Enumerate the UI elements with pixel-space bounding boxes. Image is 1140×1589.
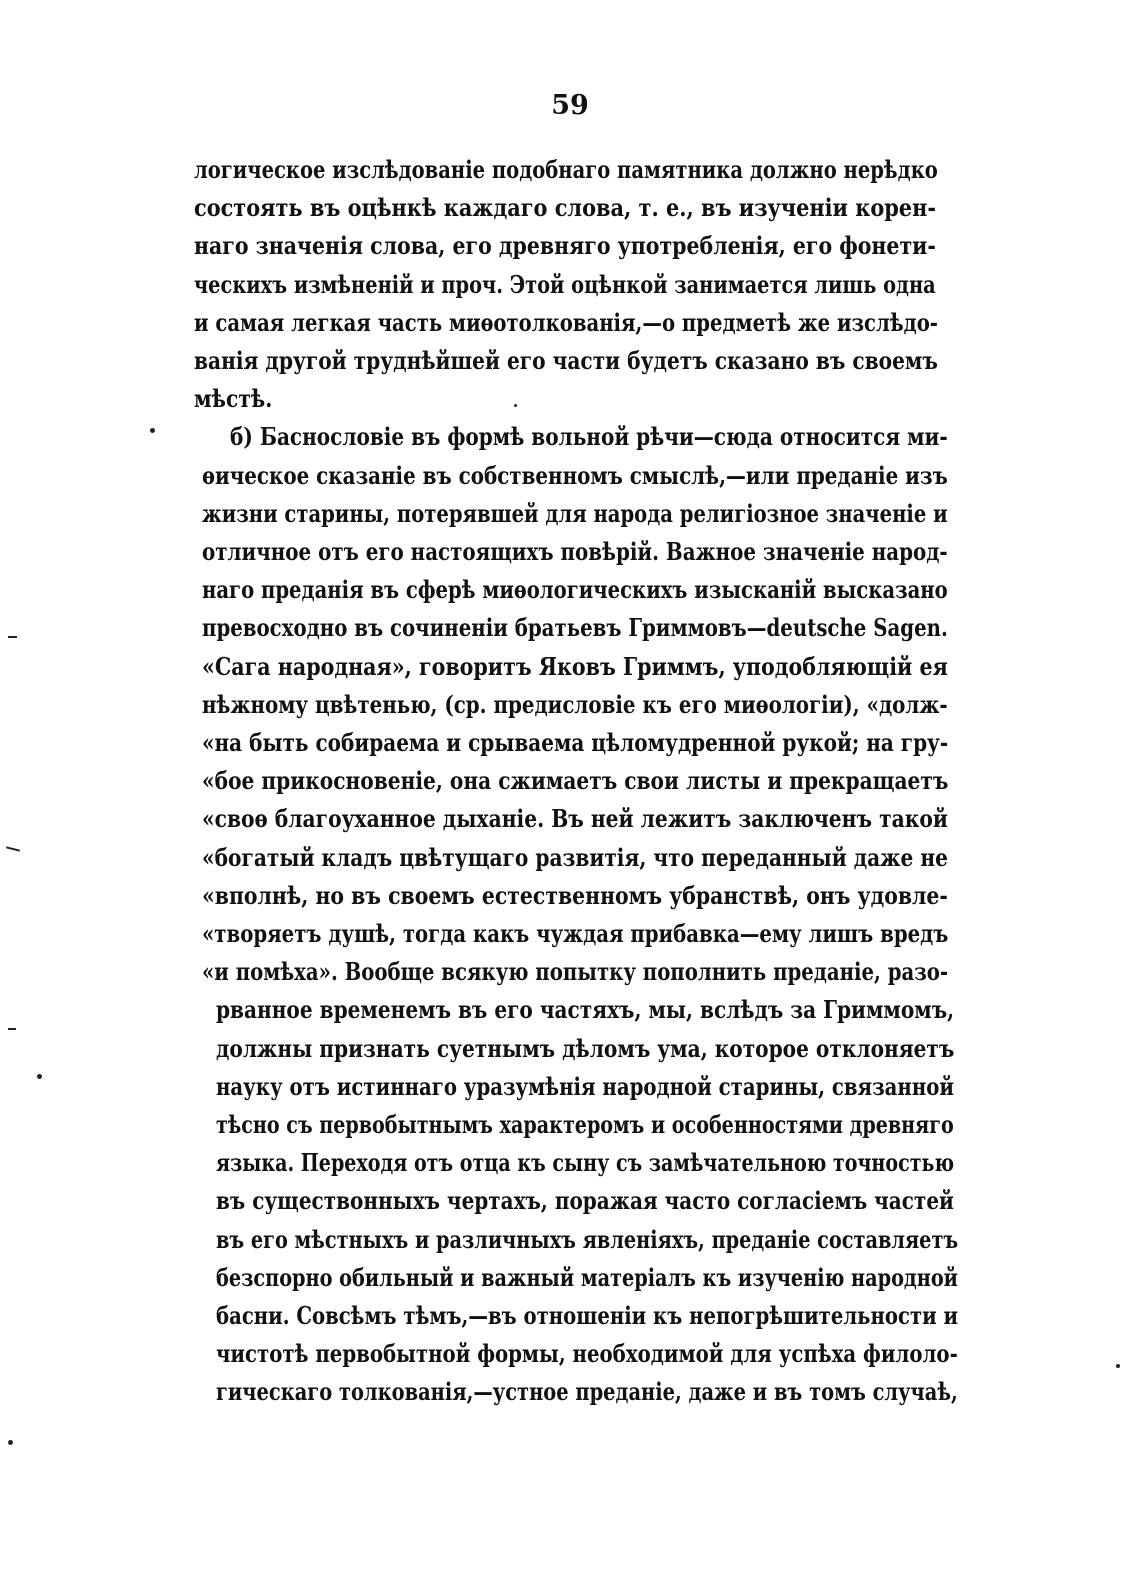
text-line: языка. Переходя отъ отца къ сыну съ замѣчательною точностью	[216, 1148, 955, 1178]
text-line: и самая легкая часть миѳотолкованія,—о предметѣ же изслѣдо-	[194, 307, 938, 337]
text-line: рванное временемъ въ его частяхъ, мы, вслѣдъ за Гриммомъ,	[216, 995, 955, 1025]
text-line: «Сага народная», говоритъ Яковъ Гриммъ, уподобляющій ея	[202, 651, 948, 681]
text-line: ѳическое сказаніе въ собственномъ смыслѣ,—или преданіе изъ	[202, 460, 948, 490]
text-line: «богатый кладъ цвѣтущаго развитія, что переданный даже не	[202, 842, 948, 872]
text-line: б) Баснословіе въ формѣ вольной рѣчи—сюда относится ми-	[230, 422, 948, 452]
text-line: наго значенія слова, его древняго употребленія, его фонети-	[194, 231, 936, 261]
text-line: наго преданія въ сферѣ миѳологическихъ изысканій высказано	[202, 575, 948, 605]
scan-speck	[150, 428, 155, 433]
text-line: басни. Совсѣмъ тѣмъ,—въ отношеніи къ непогрѣшительности и	[216, 1301, 959, 1330]
scan-speck	[514, 404, 517, 407]
scan-speck	[37, 1074, 42, 1079]
text-line: ческихъ измѣненій и проч. Этой оцѣнкой занимается лишь одна	[194, 269, 936, 299]
page-number: 59	[551, 90, 589, 121]
text-line: въ существонныхъ чертахъ, поражая часто согласіемъ частей	[216, 1186, 954, 1216]
text-line: жизни старины, потерявшей для народа религіозное значеніе и	[202, 498, 948, 528]
scan-speck	[1116, 1364, 1120, 1368]
text-line: безспорно обильный и важный матеріалъ къ изученію народной	[216, 1262, 958, 1292]
text-line: должны признать суетнымъ дѣломъ ума, которое отклоняетъ	[216, 1033, 955, 1063]
text-line: науку отъ истиннаго уразумѣнія народной старины, связанной	[216, 1071, 955, 1101]
text-line: превосходно въ сочиненіи братьевъ Гриммовъ—deutsche Sagen.	[202, 613, 948, 643]
text-line: «вполнѣ, но въ своемъ естественномъ убранствѣ, онъ удовле-	[202, 880, 948, 910]
text-line: ванія другой труднѣйшей его части будетъ сказано въ своемъ	[194, 346, 938, 375]
text-line: въ его мѣстныхъ и различныхъ явленіяхъ, преданіе составляетъ	[216, 1224, 959, 1254]
text-line: «своѳ благоуханное дыханіе. Въ ней лежитъ заключенъ такой	[202, 804, 948, 834]
text-line: «бое прикосновеніе, она сжимаетъ свои листы и прекращаетъ	[202, 766, 949, 796]
text-line: «творяетъ душѣ, тогда какъ чуждая прибавка—ему лишъ вредъ	[202, 919, 949, 948]
margin-mark	[8, 636, 17, 638]
scan-speck	[8, 1440, 13, 1445]
margin-mark	[8, 1028, 16, 1030]
text-line: гическаго толкованія,—устное преданіе, даже и въ томъ случаѣ,	[216, 1377, 958, 1407]
text-line: нѣжному цвѣтенью, (ср. предисловіе къ его миѳологіи), «долж-	[202, 689, 948, 719]
margin-mark	[6, 846, 20, 851]
text-line: «на быть собираема и срываема цѣломудренной рукой; на гру-	[202, 728, 949, 757]
text-line: состоять въ оцѣнкѣ каждаго слова, т. е., въ изученіи корен-	[194, 193, 936, 223]
text-line: «и помѣха». Вообще всякую попытку пополнить преданіе, разо-	[202, 957, 949, 987]
text-line: чистотѣ первобытной формы, необходимой для успѣха филоло-	[216, 1339, 958, 1369]
text-line: тѣсно съ первобытнымъ характеромъ и особенностями древняго	[216, 1110, 954, 1139]
text-line: отличное отъ его настоящихъ повѣрій. Важное значеніе народ-	[202, 537, 948, 566]
text-line: мѣстѣ.	[194, 384, 273, 414]
text-line: логическое изслѣдованіе подобнаго памятника должно нерѣдко	[194, 155, 938, 184]
